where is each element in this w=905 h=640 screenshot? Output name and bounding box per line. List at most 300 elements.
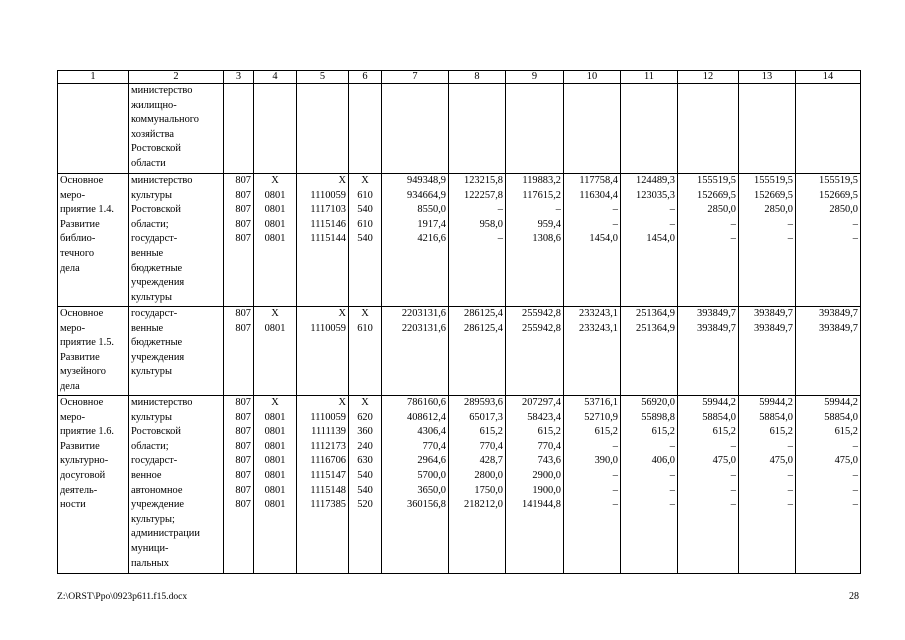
cell-line: 770,4 [479,440,503,452]
header-cell: 10 [564,71,621,84]
header-cell: 8 [449,71,506,84]
cell-line: 807 [235,204,251,216]
cell-line: 0801 [264,322,286,334]
cell-line: области [131,157,166,169]
cell-line: – [787,484,793,496]
cell-line: министерство [131,397,193,408]
table-cell [382,307,449,396]
cell-line: 218212,0 [464,499,503,511]
table-cell [129,174,224,307]
cell-line: 393849,7 [819,308,858,319]
cell-line: 610 [357,189,373,201]
cell-line: 58423,4 [527,411,561,423]
cell-line: государст- [131,455,178,467]
cell-line: 55898,8 [641,411,675,423]
cell-line: 1115148 [310,484,346,496]
cell-line: Х [271,397,279,408]
cell-line: 4306,4 [417,426,446,438]
table-cell [297,396,349,574]
cell-line: 807 [235,175,251,186]
table-cell [678,174,739,307]
cell-line: 2850,0 [829,204,858,216]
cell-line: – [730,218,736,230]
cell-line: 59944,2 [702,397,736,408]
table-cell [297,84,349,174]
cell-line: 0801 [264,189,286,201]
cell-line: Ростовской [131,204,181,216]
cell-line: 615,2 [712,426,736,438]
cell-line: Развитие [60,440,100,452]
table-cell [349,174,382,307]
cell-line: – [497,204,503,216]
header-cell: 13 [739,71,796,84]
cell-line: Х [338,308,346,319]
cell-line: – [730,440,736,452]
cell-line: 390,0 [594,455,618,467]
cell-line: Х [338,397,346,408]
cell-line: – [669,218,675,230]
table-cell [349,84,382,174]
table-cell [58,84,129,174]
cell-line: 615,2 [769,426,793,438]
cell-line: коммунального [131,114,200,126]
table-cell [621,396,678,574]
cell-line: 807 [235,426,251,438]
cell-line: государст- [131,308,178,319]
cell-line: 0801 [264,426,286,438]
table-cell [506,174,564,307]
cell-line: 807 [235,233,251,245]
cell-line: 393849,7 [697,322,736,334]
cell-line: Х [271,308,279,319]
table-cell [506,307,564,396]
cell-line: 1116706 [310,455,346,467]
cell-line: 2203131,6 [401,308,446,319]
cell-line: 807 [235,218,251,230]
cell-line: 233243,1 [579,322,618,334]
table-cell [739,174,796,307]
cell-line: области; [131,218,169,230]
cell-line: 1110059 [310,189,346,201]
table-cell [449,84,506,174]
cell-line: – [852,499,858,511]
cell-line: 615,2 [537,426,561,438]
cell-line: 0801 [264,484,286,496]
header-row [58,71,861,84]
header-cell: 6 [349,71,382,84]
cell-line: Основное [60,308,104,319]
table-cell [382,396,449,574]
cell-line: Х [361,175,369,186]
cell-line: 428,7 [479,455,503,467]
cell-line: 770,4 [537,440,561,452]
cell-line: ности [60,499,86,511]
budget-table [57,70,861,574]
cell-line: 233243,1 [579,308,618,319]
cell-line: 119883,2 [522,175,561,186]
cell-line: учреждения [131,351,185,363]
table-body [58,71,861,574]
cell-line: министерство [131,175,193,186]
cell-line: автономное [131,484,183,496]
table-cell [739,307,796,396]
cell-line: культурно- [60,455,109,467]
table-cell [449,174,506,307]
cell-line: 58854,0 [702,411,736,423]
cell-line: 58854,0 [759,411,793,423]
cell-line: – [612,218,618,230]
cell-line: учреждение [131,499,185,511]
cell-line: 251364,9 [636,308,675,319]
table-cell [449,396,506,574]
footer-page-number: 28 [849,591,859,602]
cell-line: приятие 1.6. [60,426,114,438]
table-cell [254,307,297,396]
header-cell: 7 [382,71,449,84]
cell-line: 3650,0 [417,484,446,496]
cell-line: 475,0 [834,455,858,467]
cell-line: 1454,0 [646,233,675,245]
cell-line: государст- [131,233,178,245]
cell-line: – [787,499,793,511]
cell-line: – [612,204,618,216]
cell-line: 116304,4 [579,189,618,201]
table-cell [564,396,621,574]
cell-line: 1117385 [310,499,346,511]
cell-line: культуры [131,411,172,423]
cell-line: меро- [60,411,86,423]
table-cell [796,84,861,174]
cell-line: 520 [357,499,373,511]
cell-line: 615,2 [834,426,858,438]
cell-line: 406,0 [651,455,675,467]
cell-line: министерство [131,85,193,96]
cell-line: 2203131,6 [401,322,446,334]
cell-line: 393849,7 [819,322,858,334]
cell-line: – [612,440,618,452]
table-cell [621,84,678,174]
cell-line: 615,2 [594,426,618,438]
cell-line: Основное [60,397,104,408]
cell-line: 807 [235,397,251,408]
cell-line: 0801 [264,218,286,230]
table-cell [224,84,254,174]
table-cell [129,84,224,174]
cell-line: 65017,3 [469,411,503,423]
cell-line: досуговой [60,469,106,481]
table-cell [349,396,382,574]
cell-line: 117758,4 [579,175,618,186]
cell-line: 393849,7 [697,308,736,319]
cell-line: – [787,440,793,452]
cell-line: 807 [235,499,251,511]
cell-line: 959,4 [537,218,561,230]
cell-line: меро- [60,322,86,334]
cell-line: 807 [235,455,251,467]
cell-line: 360 [357,426,373,438]
table-cell [224,174,254,307]
cell-line: – [787,469,793,481]
cell-line: 255942,8 [522,308,561,319]
cell-line: бюджетные [131,262,183,274]
table-cell [621,174,678,307]
footer-file-path: Z:\ORST\Ppo\0923p611.f15.docx [57,591,188,602]
cell-line: музейного [60,366,107,378]
cell-line: – [669,484,675,496]
cell-line: 207297,4 [522,397,561,408]
table-cell [796,396,861,574]
cell-line: муници- [131,542,169,554]
cell-line: дела [60,380,80,392]
table-cell [678,307,739,396]
header-cell: 5 [297,71,349,84]
table-row [58,84,861,174]
cell-line: Ростовской [131,426,181,438]
cell-line: 2800,0 [474,469,503,481]
cell-line: – [852,484,858,496]
cell-line: 1111139 [311,426,346,438]
cell-line: 743,6 [537,455,561,467]
cell-line: 1112173 [310,440,346,452]
table-cell [254,174,297,307]
cell-line: – [669,499,675,511]
table-cell [58,396,129,574]
cell-line: 540 [357,233,373,245]
table-cell [224,396,254,574]
cell-line: – [787,233,793,245]
cell-line: – [852,233,858,245]
cell-line: 123215,8 [464,175,503,186]
cell-line: 393849,7 [754,308,793,319]
table-row [58,174,861,307]
cell-line: 807 [235,411,251,423]
header-cell: 12 [678,71,739,84]
table-cell [297,174,349,307]
cell-line: жилищно- [131,99,177,111]
header-cell: 9 [506,71,564,84]
cell-line: 155519,5 [697,175,736,186]
cell-line: 2900,0 [532,469,561,481]
cell-line: 52710,9 [584,411,618,423]
cell-line: 0801 [264,233,286,245]
cell-line: культуры [131,291,172,303]
table-cell [739,396,796,574]
cell-line: 610 [357,218,373,230]
cell-line: Развитие [60,218,100,230]
table-cell [382,174,449,307]
cell-line: Х [271,175,279,186]
header-cell: 14 [796,71,861,84]
table-cell [254,84,297,174]
header-cell: 11 [621,71,678,84]
cell-line: культуры [131,366,172,378]
cell-line: – [852,218,858,230]
cell-line: 786160,6 [407,397,446,408]
cell-line: приятие 1.5. [60,337,114,349]
cell-line: 1110059 [310,322,346,334]
cell-line: 152669,5 [754,189,793,201]
header-cell: 3 [224,71,254,84]
table-cell [621,307,678,396]
cell-line: 770,4 [422,440,446,452]
table-cell [739,84,796,174]
cell-line: приятие 1.4. [60,204,114,216]
cell-line: – [669,469,675,481]
cell-line: 4216,6 [417,233,446,245]
cell-line: 8550,0 [417,204,446,216]
table-cell [564,174,621,307]
cell-line: 0801 [264,440,286,452]
cell-line: 949348,9 [407,175,446,186]
cell-line: учреждения [131,277,185,289]
cell-line: бюджетные [131,337,183,349]
cell-line: 152669,5 [819,189,858,201]
cell-line: 360156,8 [407,499,446,511]
cell-line: – [730,469,736,481]
cell-line: венное [131,469,162,481]
cell-line: 155519,5 [754,175,793,186]
table-cell [506,84,564,174]
header-cell: 4 [254,71,297,84]
cell-line: 1115146 [310,218,346,230]
cell-line: 807 [235,189,251,201]
table-cell [349,307,382,396]
cell-line: 1117103 [310,204,346,216]
cell-line: Х [361,308,369,319]
cell-line: 117615,2 [522,189,561,201]
cell-line: 540 [357,204,373,216]
table-cell [297,307,349,396]
cell-line: 630 [357,455,373,467]
cell-line: – [852,469,858,481]
cell-line: 0801 [264,455,286,467]
cell-line: – [730,233,736,245]
cell-line: 610 [357,322,373,334]
cell-line: хозяйства [131,128,174,140]
cell-line: 255942,8 [522,322,561,334]
cell-line: 240 [357,440,373,452]
table-cell [254,396,297,574]
cell-line: 540 [357,484,373,496]
table-cell [678,396,739,574]
table-cell [224,307,254,396]
table-cell [678,84,739,174]
cell-line: 1917,4 [417,218,446,230]
cell-line: 807 [235,469,251,481]
cell-line: 5700,0 [417,469,446,481]
cell-line: области; [131,440,169,452]
cell-line: 408612,4 [407,411,446,423]
cell-line: – [497,233,503,245]
cell-line: 1454,0 [589,233,618,245]
cell-line: 2964,6 [417,455,446,467]
cell-line: 58854,0 [824,411,858,423]
cell-line: 540 [357,469,373,481]
cell-line: – [612,469,618,481]
cell-line: 53716,1 [584,397,618,408]
cell-line: 1110059 [310,411,346,423]
cell-line: 59944,2 [759,397,793,408]
cell-line: – [787,218,793,230]
table-cell [796,174,861,307]
cell-line: 123035,3 [636,189,675,201]
cell-line: культуры [131,189,172,201]
cell-line: 958,0 [479,218,503,230]
cell-line: 393849,7 [754,322,793,334]
cell-line: – [730,499,736,511]
header-cell: 1 [58,71,129,84]
cell-line: 0801 [264,411,286,423]
table-cell [382,84,449,174]
cell-line: 615,2 [479,426,503,438]
cell-line: 286125,4 [464,322,503,334]
cell-line: 807 [235,484,251,496]
cell-line: 2850,0 [707,204,736,216]
cell-line: – [730,484,736,496]
cell-line: Развитие [60,351,100,363]
cell-line: администрации [131,528,200,540]
table-cell [129,396,224,574]
cell-line: 0801 [264,499,286,511]
cell-line: венные [131,247,164,259]
cell-line: культуры; [131,513,175,525]
table-cell [58,307,129,396]
cell-line: меро- [60,189,86,201]
cell-line: 1115144 [310,233,346,245]
cell-line: 934664,9 [407,189,446,201]
table-row [58,396,861,574]
header-cell: 2 [129,71,224,84]
cell-line: 807 [235,308,251,319]
cell-line: 289593,6 [464,397,503,408]
cell-line: 122257,8 [464,189,503,201]
cell-line: 152669,5 [697,189,736,201]
table-cell [564,307,621,396]
cell-line: библио- [60,233,96,245]
table-row [58,307,861,396]
cell-line: – [669,440,675,452]
cell-line: 475,0 [769,455,793,467]
cell-line: 1750,0 [474,484,503,496]
cell-line: 124489,3 [636,175,675,186]
cell-line: Ростовской [131,143,181,155]
cell-line: – [852,440,858,452]
cell-line: венные [131,322,164,334]
cell-line: Х [338,175,346,186]
cell-line: – [612,499,618,511]
cell-line: 59944,2 [824,397,858,408]
cell-line: – [555,204,561,216]
cell-line: 475,0 [712,455,736,467]
cell-line: 1900,0 [532,484,561,496]
cell-line: 141944,8 [522,499,561,511]
cell-line: 1308,6 [532,233,561,245]
cell-line: 620 [357,411,373,423]
cell-line: 286125,4 [464,308,503,319]
cell-line: 251364,9 [636,322,675,334]
table-cell [449,307,506,396]
table-cell [796,307,861,396]
cell-line: 807 [235,322,251,334]
cell-line: деятель- [60,484,98,496]
cell-line: 807 [235,440,251,452]
cell-line: 1115147 [310,469,346,481]
cell-line: Основное [60,175,104,186]
cell-line: – [612,484,618,496]
cell-line: пальных [131,557,169,569]
cell-line: 2850,0 [764,204,793,216]
cell-line: Х [361,397,369,408]
